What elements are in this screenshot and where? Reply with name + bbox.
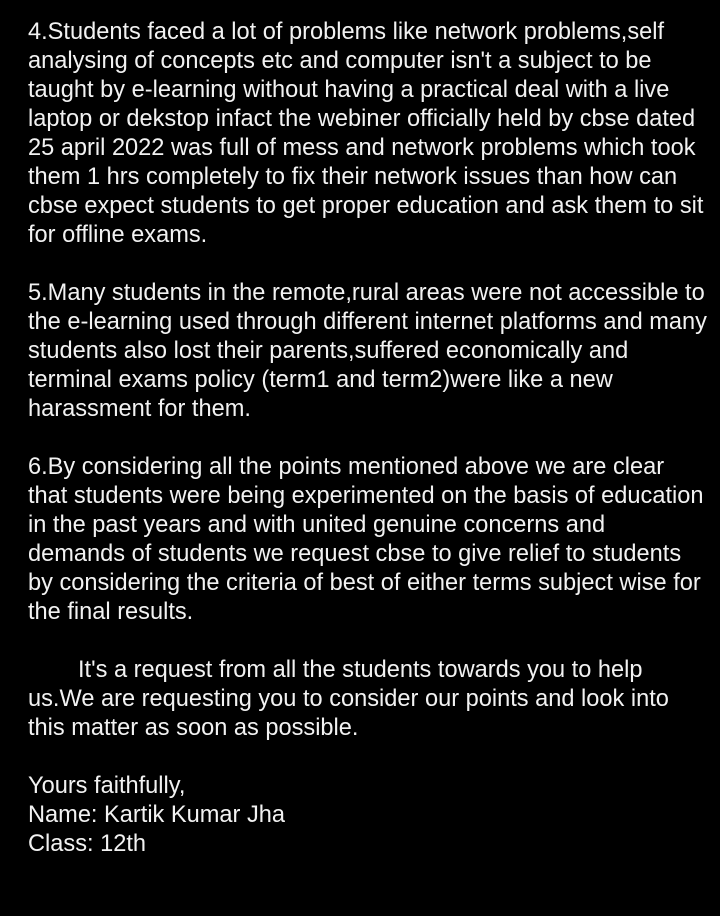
letter-body (28, 18, 708, 859)
paragraph-point-5: 5.Many students in the remote,rural areas were not accessible to the e-learning used through different internet platforms and many students also lost their parents,suffered economically and terminal exams policy (term1 and term2)were like a new harassment for them. (28, 280, 707, 422)
signature-block (28, 772, 708, 859)
name-line: Name: Kartik Kumar Jha (28, 802, 285, 828)
class-line: Class: 12th (28, 831, 147, 857)
paragraph-point-4: 4.Students faced a lot of problems like network problems,self analysing of concepts etc and computer isn't a subject to be taught by e-learning without having a practical deal with a live laptop or dekstop infact the webiner officially held by cbse dated 25 april 2022 was full of mess and network problems which took them 1 hrs completely to fix their network issues than how can cbse expect students to get proper education and ask them to sit for offline exams. (28, 19, 704, 248)
closing-line: Yours faithfully, (28, 773, 186, 799)
paragraph-point-6: 6.By considering all the points mentioned above we are clear that students were being experimented on the basis of education in the past years and with united genuine concerns and demands of students we request cbse to give relief to students by considering the criteria of best of either terms subject wise for the final results. (28, 454, 704, 625)
paragraph-request: It's a request from all the students towards you to help us.We are requesting you to consider our points and look into this matter as soon as possible. (28, 657, 669, 741)
